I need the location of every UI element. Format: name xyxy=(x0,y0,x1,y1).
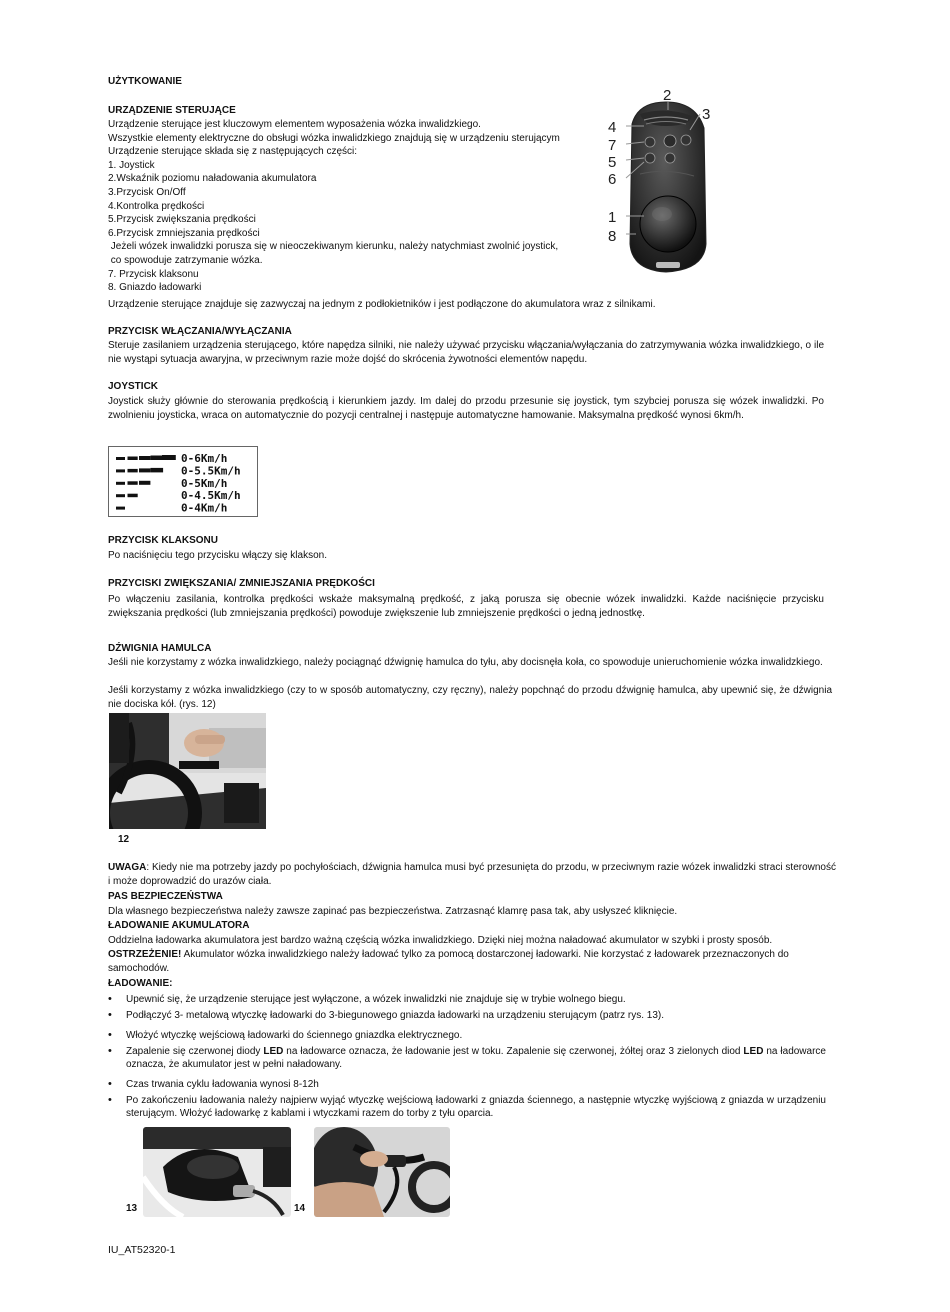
speed-bar xyxy=(116,469,125,472)
controller-label: 4 xyxy=(608,119,617,136)
controller-line: 8. Gniazdo ładowarki xyxy=(108,282,202,294)
speed-bar xyxy=(128,481,138,485)
figure-12-label: 12 xyxy=(118,834,130,845)
joystick-text: Joystick służy głównie do sterowania prędkością i kierunkiem jazdy. Im dalej do przodu przesunie się joystick, tym szybciej porusza się wózek inwalidzki. Po zwolnieniu joysticka, wraca on automatycznie do pozycji centralnej i następuje automatyczne hamowanie. Maksymalna prędkość wynosi 6km/h. xyxy=(108,396,824,421)
speed-bar xyxy=(151,468,164,473)
list-item xyxy=(108,1045,826,1072)
list-item: • Czas trwania cyklu ładowania wynosi 8-12h xyxy=(108,1078,826,1092)
controller-line: 4.Kontrolka prędkości xyxy=(108,200,205,212)
charging-subheading: ŁADOWANIE: xyxy=(108,978,173,989)
controller-line: 6.Przycisk zmniejszania prędkości xyxy=(108,227,260,239)
speed-bar xyxy=(128,494,138,498)
speed-indicator-graphic xyxy=(109,447,256,515)
speed-bar xyxy=(128,469,138,473)
controller-line: Wszystkie elementy elektryczne do obsługi wózka inwalidzkiego znajdują się w urządzeniu sterującym xyxy=(108,132,560,144)
charging-caution xyxy=(108,948,824,975)
speed-label: 0-6Km/h xyxy=(181,452,228,465)
controller-line: Urządzenie sterujące jest kluczowym elementem wyposażenia wózka inwalidzkiego. xyxy=(108,119,481,130)
controller-line: Urządzenie sterujące składa się z następujących części: xyxy=(108,146,358,158)
led-text-2: na ładowarce oznacza, że ładowanie jest w toku. Zapalenie się czerwonej, żółtej oraz 3 zielonych diod xyxy=(283,1045,744,1057)
speed-label: 0-4.5Km/h xyxy=(181,489,241,503)
controller-line: 7. Przycisk klaksonu xyxy=(108,268,199,280)
controller-line: 1. Joystick xyxy=(108,159,155,171)
controller-line: co spowoduje zatrzymanie wózka. xyxy=(108,254,263,266)
charger-plug-photo xyxy=(314,1127,450,1217)
footer-code: IU_AT52320-1 xyxy=(108,1244,176,1256)
speed-bar xyxy=(139,481,150,485)
figure-13-label: 13 xyxy=(126,1203,138,1214)
controller-label: 2 xyxy=(663,87,672,104)
controller-heading: URZĄDZENIE STERUJĄCE xyxy=(108,105,236,116)
charging-caution-body: Akumulator wózka inwalidzkiego należy ładować tylko za pomocą dostarczonej ładowarki. Nie korzystać z ładowarek przeznaczonych do samochodów. xyxy=(108,949,789,974)
charger-socket-photo xyxy=(143,1127,291,1217)
list-item: • Podłączyć 3- metalową wtyczkę ładowarki do 3-biegunowego gniazda ładowarki na urządzeniu sterującym (patrz rys. 13). xyxy=(108,1009,826,1023)
warning-text xyxy=(108,861,836,888)
speed-bar xyxy=(139,456,150,460)
controller-line: 3.Przycisk On/Off xyxy=(108,186,186,198)
led-word: LED xyxy=(263,1045,284,1057)
brake-heading: DŹWIGNIA HAMULCA xyxy=(108,643,212,654)
brake-lever-photo xyxy=(109,713,266,829)
speed-bar xyxy=(116,507,125,510)
speed-bar xyxy=(151,456,164,461)
speed-bar xyxy=(116,494,125,497)
led-word: LED xyxy=(743,1045,764,1057)
brake-text-1: Jeśli nie korzystamy z wózka inwalidzkiego, należy pociągnąć dźwignię hamulca do tyłu, aby docisnęła koła, co spowoduje unieruchomienie wózka inwalidzkiego. xyxy=(108,657,823,668)
led-text-3: na ładowarce oznacza, że akumulator jest w pełni naładowany. xyxy=(126,1045,826,1071)
controller-label: 1 xyxy=(608,209,617,226)
list-item: • Upewnić się, że urządzenie sterujące jest wyłączone, a wózek inwalidzki nie znajduje się w trybie wolnego biegu. xyxy=(108,993,826,1007)
horn-heading: PRZYCISK KLAKSONU xyxy=(108,535,219,546)
controller-label: 5 xyxy=(608,154,617,171)
charging-caution-label: OSTRZEŻENIE! xyxy=(108,949,182,960)
warning-body: : Kiedy nie ma potrzeby jazdy po pochyłościach, dźwignia hamulca musi być przesunięta do przodu, w przeciwnym razie wózek inwalidzki straci sterowność i może doprowadzić do urazów ciała. xyxy=(108,862,836,887)
joystick-heading: JOYSTICK xyxy=(108,381,159,392)
charging-text: Oddzielna ładowarka akumulatora jest bardzo ważną częścią wózka inwalidzkiego. Dzięki niej można naładować akumulator w szybki i prosty sposób. xyxy=(108,935,773,946)
charging-steps xyxy=(108,993,826,1123)
controller-line: 5.Przycisk zwiększania prędkości xyxy=(108,214,256,226)
controller-label: 6 xyxy=(608,171,617,188)
speed-buttons-text: Po włączeniu zasilania, kontrolka prędkości wskaże maksymalną prędkość, z jaką porusza się obecnie wózek inwalidzki. Każde naciśnięcie przycisku zwiększania prędkości (lub zmniejszania prędkości) powoduje zwiększenie lub zmniejszenie prędkości o jedną jednostkę. xyxy=(108,594,824,619)
speed-label: 0-5Km/h xyxy=(181,476,228,490)
list-item: • Włożyć wtyczkę wejściową ładowarki do ściennego gniazdka elektrycznego. xyxy=(108,1029,826,1043)
belt-heading: PAS BEZPIECZEŃSTWA xyxy=(108,891,223,902)
belt-text: Dla własnego bezpieczeństwa należy zawsze zapinać pas bezpieczeństwa. Zatrzasnąć klamrę pasa tak, aby usłyszeć kliknięcie. xyxy=(108,906,678,917)
speed-bar xyxy=(116,482,125,485)
speed-indicator-legend xyxy=(108,446,258,517)
list-item: • Po zakończeniu ładowania należy najpierw wyjąć wtyczkę wejściową ładowarki z gniazda ściennego, a następnie wtyczkę wyjściową z gniazda w urządzeniu sterującym. Włożyć ładowarkę z kablami i wtyczkami razem do torby z tyłu oparcia. xyxy=(108,1094,826,1121)
onoff-heading: PRZYCISK WŁĄCZANIA/WYŁĄCZANIA xyxy=(108,326,292,337)
controller-label: 3 xyxy=(702,106,711,123)
brake-text-2: Jeśli korzystamy z wózka inwalidzkiego (czy to w sposób automatyczny, czy ręczny), należy popchnąć do przodu dźwignię hamulca, aby upewnić się, że dźwignia nie dociska kół. (rys. 12) xyxy=(108,685,832,710)
figure-14-label: 14 xyxy=(294,1203,306,1214)
controller-line: 2.Wskaźnik poziomu naładowania akumulatora xyxy=(108,173,317,185)
section-title: UŻYTKOWANIE xyxy=(108,76,182,87)
speed-bar xyxy=(162,455,176,460)
controller-illustration xyxy=(600,84,725,276)
controller-label: 8 xyxy=(608,228,617,245)
charging-heading: ŁADOWANIE AKUMULATORA xyxy=(108,920,250,931)
onoff-text: Steruje zasilaniem urządzenia sterującego, które napędza silniki, nie należy używać przycisku włączania/wyłączania do zatrzymywania wózka inwalidzkiego, o ile nie wystąpi sytuacja awaryjna, w przeciwnym razie może dojść do skrócenia żywotności elementów napędu. xyxy=(108,340,824,365)
speed-buttons-heading: PRZYCISKI ZWIĘKSZANIA/ ZMNIEJSZANIA PRĘDKOŚCI xyxy=(108,578,375,589)
controller-line: Jeżeli wózek inwalidzki porusza się w nieoczekiwanym kierunku, należy natychmiast zwolnić joystick, xyxy=(108,241,559,253)
speed-bar xyxy=(128,457,138,461)
led-text-1: Zapalenie się czerwonej diody xyxy=(126,1045,264,1057)
controller-list xyxy=(108,118,598,295)
speed-label: 0-4Km/h xyxy=(181,501,228,515)
speed-bar xyxy=(139,468,150,472)
warning-label: UWAGA xyxy=(108,862,147,873)
speed-bar xyxy=(116,457,125,460)
horn-text: Po naciśnięciu tego przycisku włączy się klakson. xyxy=(108,550,327,561)
controller-closing: Urządzenie sterujące znajduje się zazwyczaj na jednym z podłokietników i jest podłączone do akumulatora wraz z silnikami. xyxy=(108,299,656,310)
speed-label: 0-5.5Km/h xyxy=(181,464,241,478)
controller-label: 7 xyxy=(608,137,617,154)
